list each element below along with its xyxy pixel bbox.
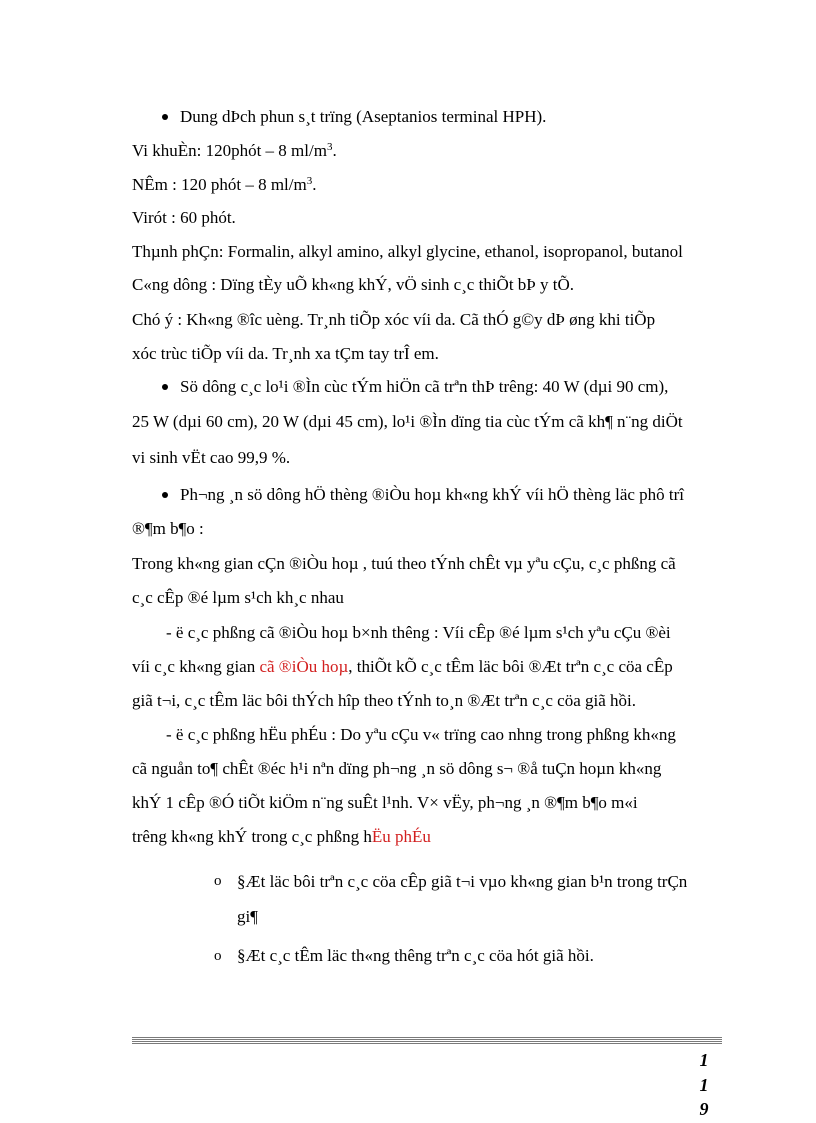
space-line-1: Trong kh«ng gian cÇn ®iÒu hoµ , tuú theo tÝnh chÊt vµ yªu cÇu, c¸c phßng cã	[132, 554, 676, 573]
footer-divider	[132, 1037, 722, 1044]
unit-exponent: 3	[326, 141, 333, 153]
uv-line-2: 25 W (dµi 60 cm), 20 W (dµi 45 cm), lo¹i ®Ìn dïng tia cùc tÝm cã kh¶ n¨ng diÖt	[132, 412, 683, 431]
ac-rooms-text-post: , thiÕt kÕ c¸c tÊm läc bôi ®Æt trªn c¸c cöa cÊp	[348, 657, 673, 676]
or-line-1: - ë c¸c phßng hËu phÉu : Do yªu cÇu v« trïng cao nhng trong phßng kh«ng	[166, 725, 676, 744]
spec-fungi	[132, 174, 316, 196]
usage-line: C«ng dông : Dïng tÈy uÕ kh«ng khÝ, vÖ sinh c¸c thiÕt bÞ y tÕ.	[132, 275, 574, 294]
bullet-icon	[162, 492, 168, 498]
uv-line-3: vi sinh vËt cao 99,9 %.	[132, 448, 291, 467]
spec-virus: Virót : 60 phót.	[132, 208, 236, 227]
composition-line	[132, 241, 742, 263]
highlighted-text: Ëu phÉu	[371, 827, 431, 846]
bullet-text-disinfectant: Dung dÞch phun s¸t trïng (Aseptanios terminal HPH).	[180, 107, 547, 126]
bullet-icon	[162, 384, 168, 390]
page-number-digit: 1	[699, 1050, 709, 1070]
spec-fungi-text: NÊm : 120 phót – 8 ml/m	[132, 175, 307, 194]
composition-text: Thµnh phÇn: Formalin, alkyl amino, alkyl glycine, ethanol, isopropanol, butanol	[132, 242, 683, 261]
space-line-2: c¸c cÊp ®é lµm s¹ch kh¸c nhau	[132, 588, 344, 607]
caution-line-1: Chó ý : Kh«ng ®îc uèng. Tr¸nh tiÕp xóc víi da. Cã thÓ g©y dÞ øng khi tiÕp	[132, 310, 656, 329]
page-number-digit: 1	[699, 1075, 709, 1095]
or-line-2: cã nguån to¶ chÊt ®éc h¹i nªn dïng ph¬ng ¸n sö dông s¬ ®å tuÇn hoµn kh«ng	[132, 759, 662, 778]
circle-bullet-icon: o	[214, 873, 222, 889]
sub-bullet-2: §Æt c¸c tÊm läc th«ng thêng trªn c¸c cöa hót giã hồi.	[237, 946, 594, 965]
unit-exponent: 3	[306, 175, 313, 187]
ac-rooms-line-1: - ë c¸c phßng cã ®iÒu hoµ b×nh thêng : Víi cÊp ®é lµm s¹ch yªu cÇu ®èi	[166, 623, 671, 642]
ac-rooms-text-pre: víi c¸c kh«ng gian	[132, 657, 260, 676]
spec-bacteria	[132, 140, 337, 162]
sub-bullet-1-line-1: §Æt läc bôi trªn c¸c cöa cÊp giã t¬i vµo kh«ng gian b¹n trong trÇn	[237, 872, 688, 891]
unit-end: .	[332, 141, 337, 160]
or-text-pre: trêng kh«ng khÝ trong c¸c phßng h	[132, 827, 372, 846]
bullet-icon	[162, 114, 168, 120]
ac-rooms-line-2	[132, 656, 673, 678]
spec-bacteria-text: Vi khuÈn: 120phót – 8 ml/m	[132, 141, 327, 160]
page-number-digit: 9	[699, 1099, 709, 1119]
ac-rooms-line-3: giã t¬i, c¸c tÊm läc bôi thÝch hîp theo tÝnh to¸n ®Æt trªn c¸c cöa giã hồi.	[132, 691, 637, 710]
highlighted-text: cã ®iÒu hoµ	[259, 657, 349, 676]
ac-line-2: ®¶m b¶o :	[132, 519, 204, 538]
or-line-3: khÝ 1 cÊp ®Ó tiÕt kiÖm n¨ng suÊt l¹nh. V× vËy, ph¬ng ¸n ®¶m b¶o m«i	[132, 793, 638, 812]
caution-line-2: xóc trùc tiÕp víi da. Tr¸nh xa tÇm tay trÎ em.	[132, 344, 439, 363]
unit-end: .	[312, 175, 317, 194]
uv-line-1: Sö dông c¸c lo¹i ®Ìn cùc tÝm hiÖn cã trªn thÞ trêng: 40 W (dµi 90 cm),	[180, 377, 669, 396]
circle-bullet-icon: o	[214, 948, 222, 964]
or-line-4	[132, 826, 431, 848]
ac-line-1: Ph¬ng ¸n sö dông hÖ thèng ®iÒu hoµ kh«ng khÝ víi hÖ thèng läc phô trî	[180, 485, 685, 504]
sub-bullet-1-line-2: gi¶	[237, 907, 258, 926]
